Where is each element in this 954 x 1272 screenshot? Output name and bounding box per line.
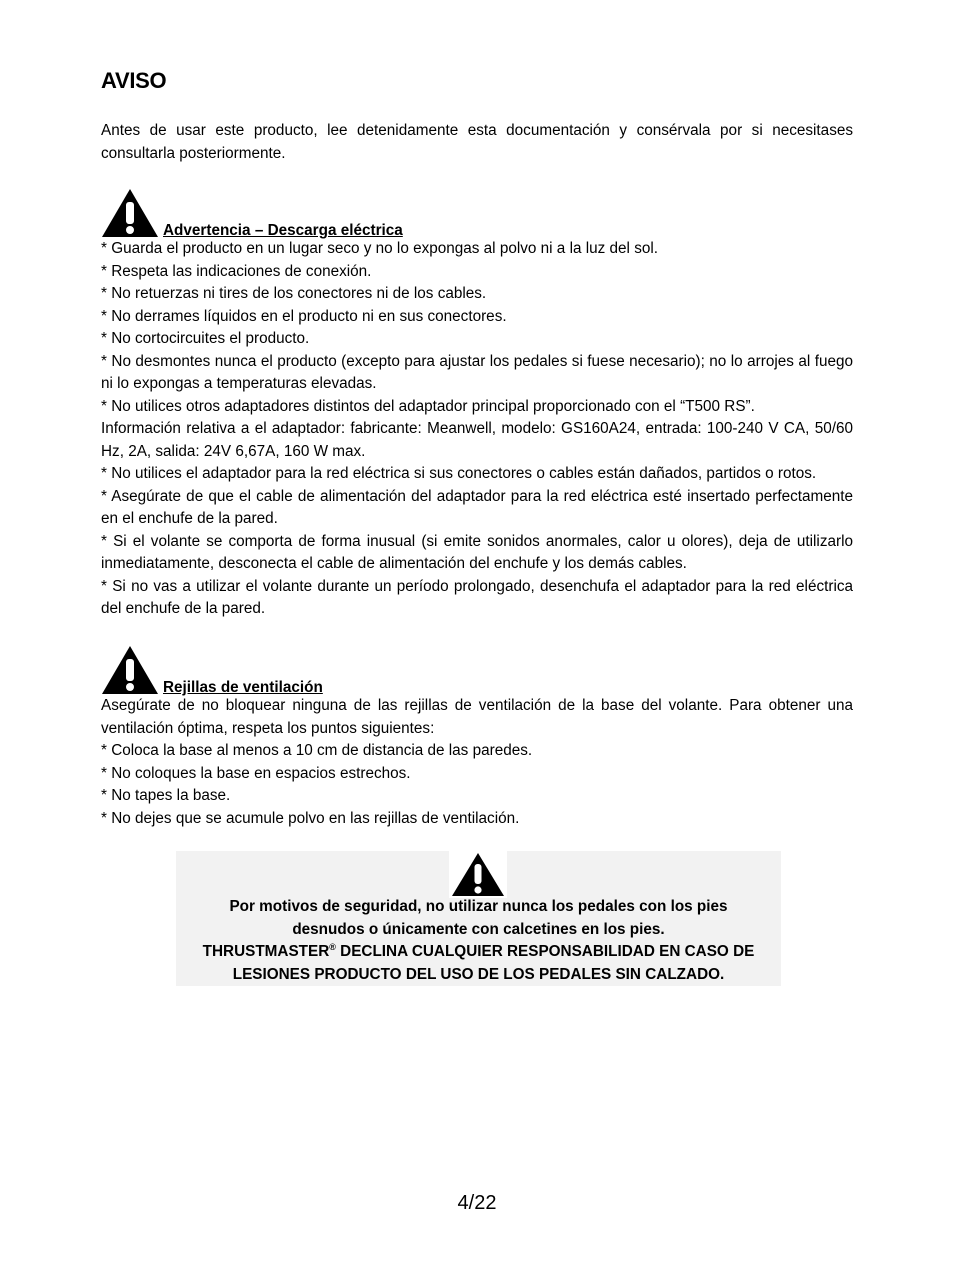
list-item: * No cortocircuites el producto. (101, 330, 310, 347)
page-heading: AVISO (101, 68, 167, 93)
warning-triangle-icon (101, 645, 159, 695)
section-lines (101, 238, 853, 621)
intro-paragraph: Antes de usar este producto, lee detenidamente esta documentación y consérvala por si necesitases consultarla posteriormente. (101, 122, 853, 162)
notice-line: Por motivos de seguridad, no utilizar nunca los pedales con los pies (229, 898, 728, 915)
list-item: * Guarda el producto en un lugar seco y no lo expongas al polvo ni a la luz del sol. (101, 240, 658, 257)
list-item: * No retuerzas ni tires de los conectores ni de los cables. (101, 285, 487, 302)
page-number: 4/22 (457, 1192, 497, 1214)
list-item: * No utilices otros adaptadores distintos del adaptador principal proporcionado con el “T500 RS”. (101, 397, 755, 415)
notice-text (176, 896, 781, 986)
list-item: * Asegúrate de que el cable de alimentación del adaptador para la red eléctrica esté insertado perfectamente en el enchufe de la pared. (101, 487, 853, 527)
list-item: * No coloques la base en espacios estrechos. (101, 764, 411, 782)
brand-name: THRUSTMASTER (202, 943, 330, 960)
list-item: * No dejes que se acumule polvo en las rejillas de ventilación. (101, 809, 520, 827)
section-lines (101, 695, 853, 830)
list-item: * Si no vas a utilizar el volante durante un período prolongado, desenchufa el adaptador para la red eléctrica del enchufe de la pared. (101, 577, 853, 617)
list-item: Asegúrate de no bloquear ninguna de las rejillas de ventilación de la base del volante. Para obtener una ventilación óptima, respeta los puntos siguientes: (101, 697, 853, 737)
section-header (101, 641, 853, 695)
notice-line-rest: DECLINA CUALQUIER RESPONSABILIDAD EN CASO DE (335, 943, 755, 960)
warning-triangle-icon (449, 851, 507, 898)
list-item: * No tapes la base. (101, 787, 231, 804)
list-item: * No derrames líquidos en el producto ni en sus conectores. (101, 307, 507, 325)
list-item: * Coloca la base al menos a 10 cm de distancia de las paredes. (101, 742, 533, 759)
registered-mark: ® (329, 941, 336, 952)
notice-line: desnudos o únicamente con calcetines en los pies. (292, 920, 665, 938)
section-ventilation (101, 641, 853, 830)
list-item: Información relativa a el adaptador: fabricante: Meanwell, modelo: GS160A24, entrada: 100-240 V CA, 50/60 Hz, 2A, salida: 24V 6,67A, 160 W max. (101, 420, 853, 460)
section-header (101, 184, 853, 238)
list-item: * No desmontes nunca el producto (excepto para ajustar los pedales si fuese necesario); no lo arrojes al fuego ni lo expongas a temperaturas elevadas. (101, 352, 853, 392)
list-item: * Si el volante se comporta de forma inusual (si emite sonidos anormales, calor u olores), deja de utilizarlo inmediatamente, desconecta el cable de alimentación del enchufe y los demás cables. (101, 532, 853, 572)
warning-triangle-icon (101, 188, 159, 238)
notice-icon-frame (449, 851, 507, 898)
notice-line (176, 941, 781, 964)
section-title: Advertencia – Descarga eléctrica (163, 222, 403, 239)
list-item: * Respeta las indicaciones de conexión. (101, 262, 372, 280)
section-electric-shock (101, 184, 853, 621)
section-title: Rejillas de ventilación (163, 679, 323, 696)
safety-notice-box (176, 851, 781, 986)
notice-line: LESIONES PRODUCTO DEL USO DE LOS PEDALES SIN CALZADO. (232, 965, 725, 983)
list-item: * No utilices el adaptador para la red eléctrica si sus conectores o cables están dañados, partidos o rotos. (101, 465, 817, 482)
